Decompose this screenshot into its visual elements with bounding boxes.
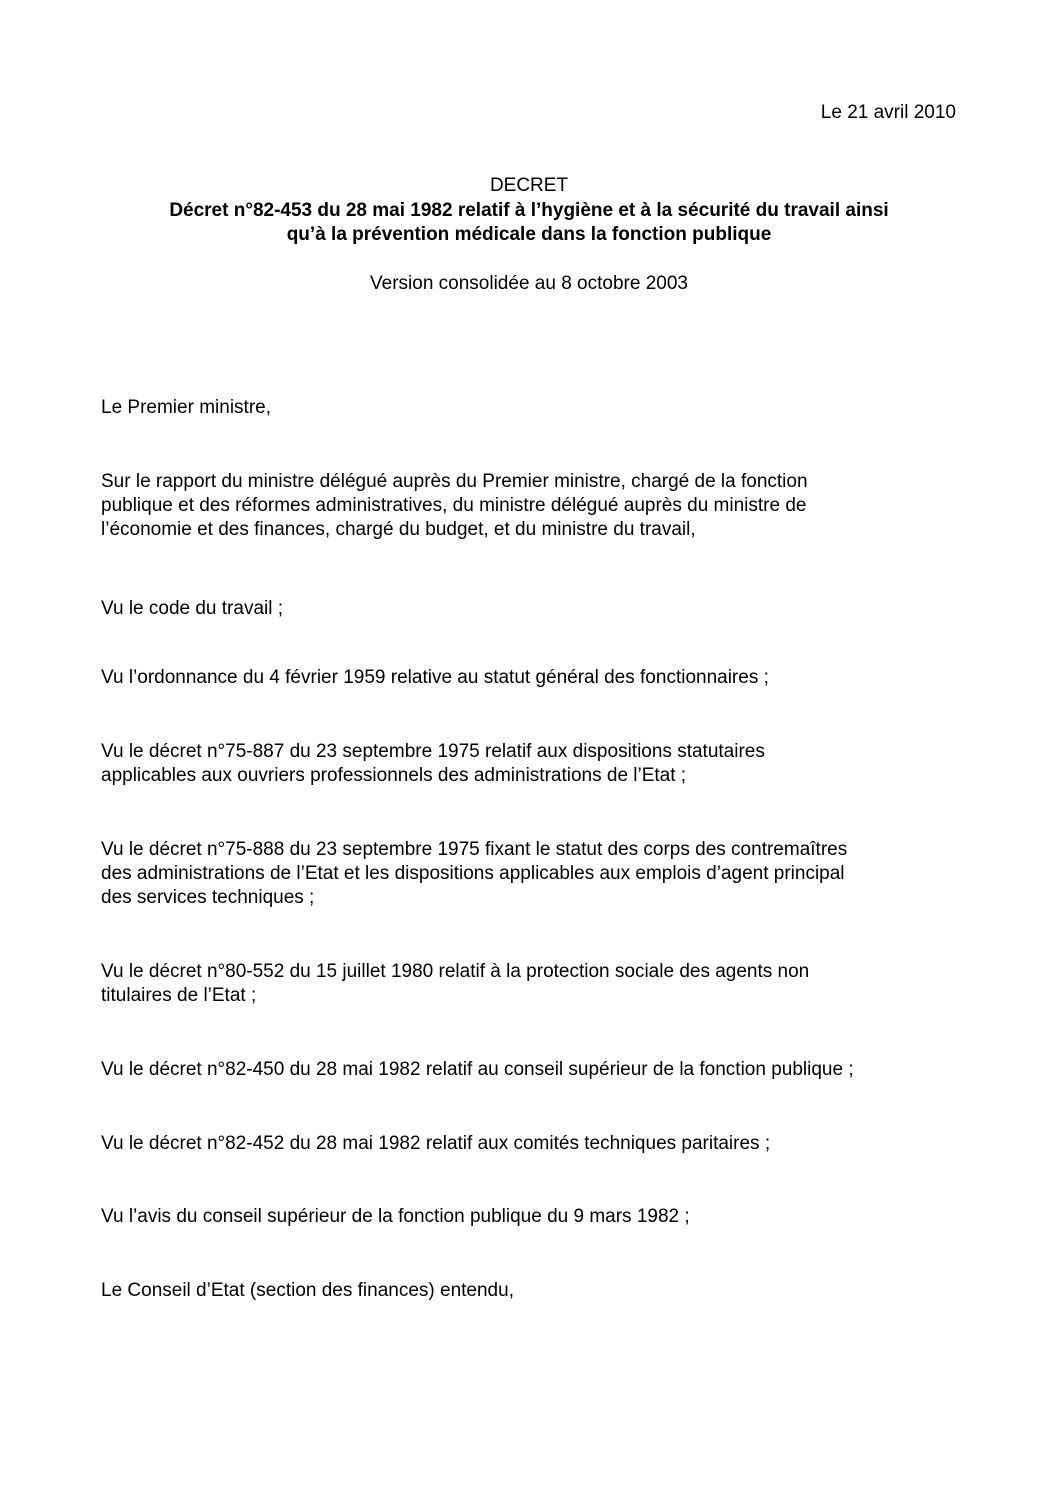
paragraph-code-travail: Vu le code du travail ; [101,598,284,619]
title-line-2: qu’à la prévention médicale dans la fonction publique [286,224,772,245]
document-title [100,199,958,247]
paragraph-decret-75-887: Vu le décret n°75-887 du 23 septembre 1975 relatif aux dispositions statutaires applicables aux ouvriers professionnels des administrations de l’Etat ; [101,741,765,786]
paragraph-conseil-etat: Le Conseil d’Etat (section des finances) entendu, [101,1280,514,1301]
paragraph-premier-ministre: Le Premier ministre, [101,397,271,418]
paragraph-decret-75-888: Vu le décret n°75-888 du 23 septembre 1975 fixant le statut des corps des contremaîtres des administrations de l’Etat et les dispositions applicables aux emplois d’agent principal des services techniques ; [101,839,848,908]
title-line-1: Décret n°82-453 du 28 mai 1982 relatif à l’hygiène et à la sécurité du travail ainsi [169,200,889,221]
paragraph-decret-80-552: Vu le décret n°80-552 du 15 juillet 1980 relatif à la protection sociale des agents non titulaires de l’Etat ; [101,961,810,1006]
paragraph-avis-conseil: Vu l’avis du conseil supérieur de la fonction publique du 9 mars 1982 ; [101,1206,690,1227]
paragraph-decret-82-450: Vu le décret n°82-450 du 28 mai 1982 relatif au conseil supérieur de la fonction publique ; [101,1059,854,1080]
document-type-label: DECRET [489,175,569,196]
document-date: Le 21 avril 2010 [820,102,956,123]
paragraph-ordonnance: Vu l’ordonnance du 4 février 1959 relative au statut général des fonctionnaires ; [101,667,769,688]
paragraph-rapport: Sur le rapport du ministre délégué auprès du Premier ministre, chargé de la fonction publique et des réformes administratives, du ministre délégué auprès du ministre de l’économie et des finances, chargé du budget, et du ministre du travail, [101,471,808,540]
paragraph-decret-82-452: Vu le décret n°82-452 du 28 mai 1982 relatif aux comités techniques paritaires ; [101,1133,771,1154]
version-note: Version consolidée au 8 octobre 2003 [370,273,688,294]
